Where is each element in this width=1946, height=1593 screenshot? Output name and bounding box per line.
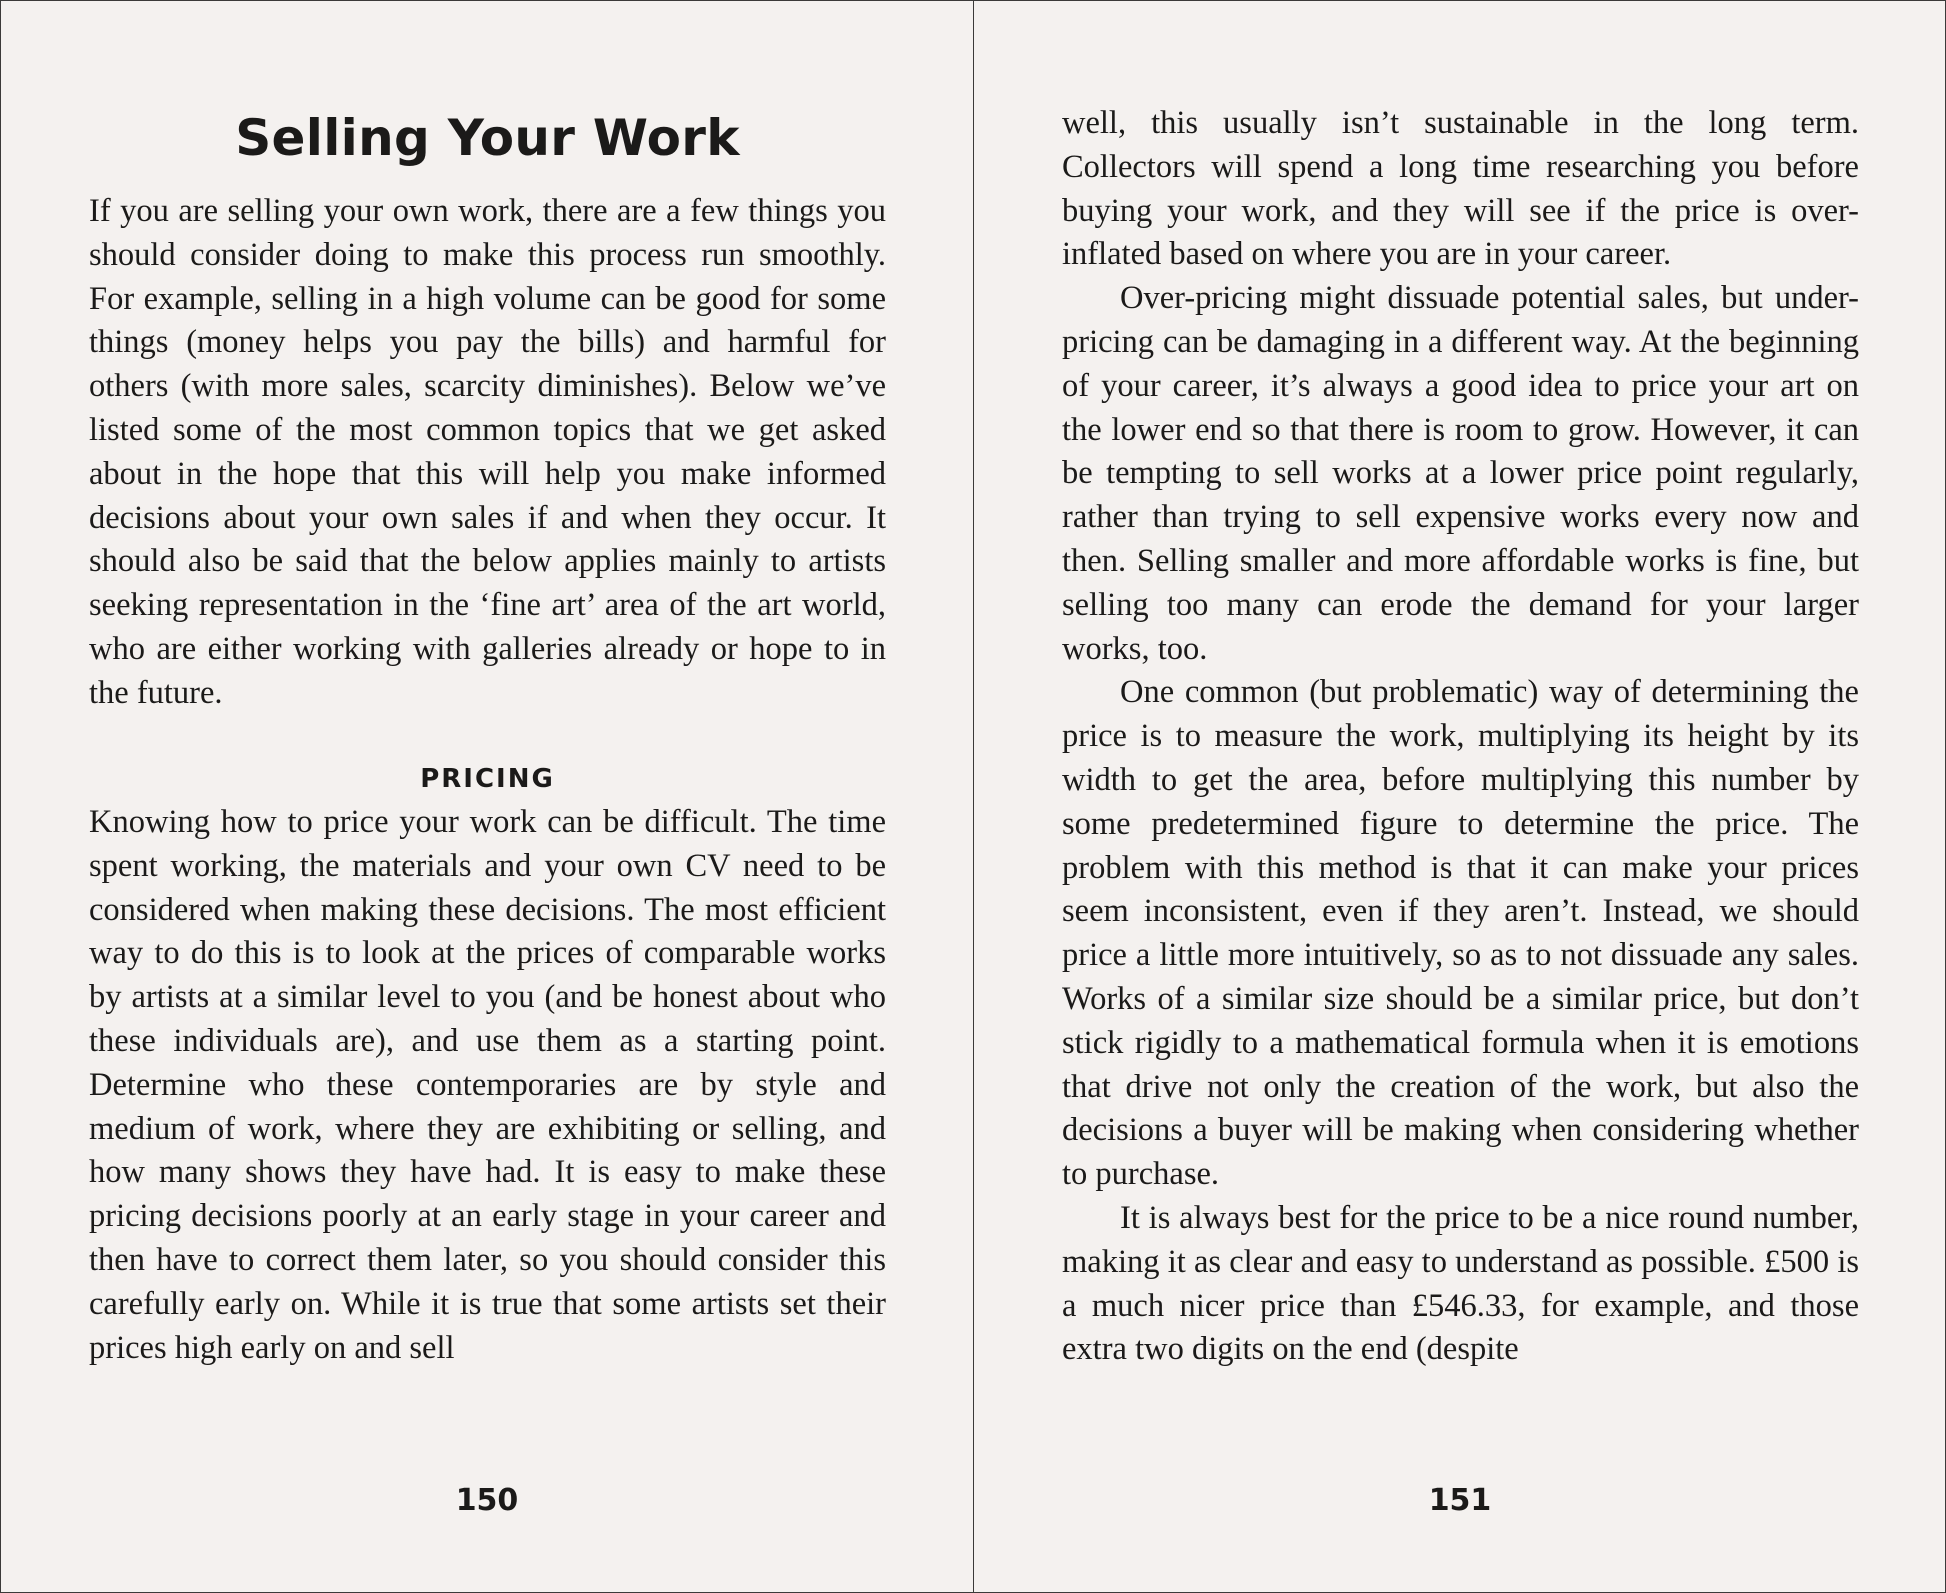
right-page [974,1,1946,1592]
paragraph-underpricing: Over-pricing might dissuade potential sales, but under-pricing can be damaging in a different way. At the beginning of your career, it’s always a good idea to price your art on the lower end so that there is room to grow. However, it can be tempting to sell works at a lower price point regularly, rather than trying to sell expensive works every now and then. Selling smaller and more affordable works is fine, but selling too many can erode the demand for your larger works, too. [1062,280,1859,667]
left-page [1,1,973,1592]
page-number-left-label: 150 [455,1483,519,1518]
section-heading-pricing: PRICING [420,764,555,794]
intro-paragraph: If you are selling your own work, there are a few things you should consider doing to make this process run smoothly. For example, selling in a high volume can be good for some things (money helps you pay the bills) and harmful for others (with more sales, scarcity diminishes). Below we’ve listed some of the most common topics that we get asked about in the hope that this will help you make informed decisions about your own sales if and when they occur. It should also be said that the below applies mainly to artists seeking representation in the ‘fine art’ area of the art world, who are either working with galleries already or hope to in the future. [89,193,886,711]
page-number-right [974,1481,1946,1521]
intro-text [89,190,886,716]
paragraph-round-numbers: It is always best for the price to be a nice round number, making it as clear and easy to understand as possible. £500 is a much nicer price than £546.33, for example, and those extra two digits on the end (despite [1062,1199,1859,1368]
pricing-paragraph: Knowing how to price your work can be difficult. The time spent working, the materials and your own CV need to be considered when making these decisions. The most efficient way to do this is to look at the prices of comparable works by artists at a similar level to you (and be honest about who these individuals are), and use them as a starting point. Determine who these contemporaries are by style and medium of work, where they are exhibiting or selling, and how many shows they have had. It is easy to make these pricing decisions poorly at an early stage in your career and then have to correct them later, so you should consider this carefully early on. While it is true that some artists set their prices high early on and sell [89,804,886,1366]
right-page-text [1062,102,1859,1372]
page-number-right-label: 151 [1428,1483,1492,1518]
pricing-text [89,801,886,1370]
paragraph-measurement-method: One common (but problematic) way of determining the price is to measure the work, multiplying its height by its width to get the area, before multiplying this number by some predetermined figure to determine the price. The problem with this method is that it can make your prices seem inconsistent, even if they aren’t. Instead, we should price a little more intuitively, so as to not dissuade any sales. Works of a similar size should be a similar price, but don’t stick rigidly to a mathematical formula when it is emotions that drive not only the creation of the work, but also the decisions a buyer will be making when considering whether to purchase. [1062,674,1859,1193]
page-number-left [1,1481,973,1521]
chapter-title: Selling Your Work [235,109,740,167]
paragraph-continued: well, this usually isn’t sustainable in the long term. Collectors will spend a long time researching you before buying your work, and they will see if the price is over-inflated based on where you are in your career. [1062,105,1859,273]
